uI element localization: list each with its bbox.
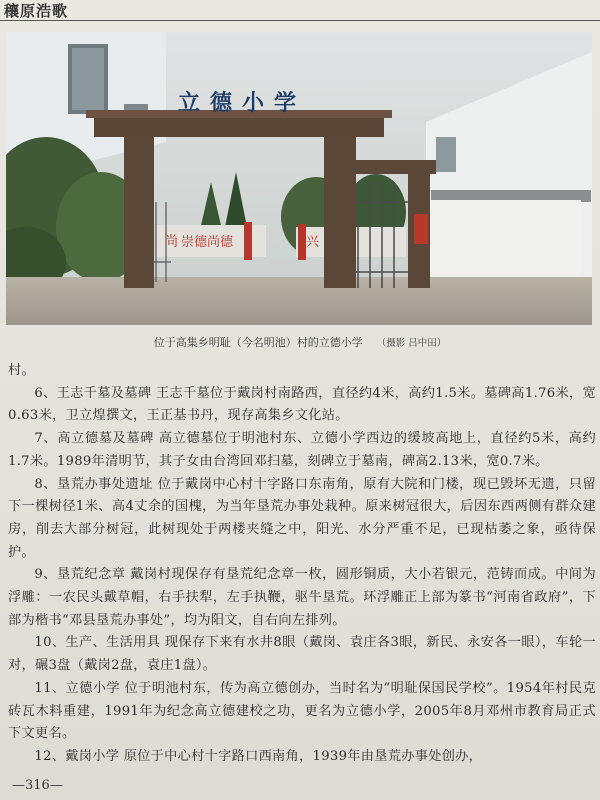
photo-caption (0, 334, 600, 350)
header-rule (0, 20, 600, 21)
paragraph-item-10: 10、生产、生活用具 现保存下来有水井8眼（戴岗、袁庄各3眼，新民、永安各一眼），车轮一对，碾3盘（戴岗2盘，袁庄1盘）。 (8, 635, 596, 674)
gate-sign-text: 立德小学 (178, 91, 307, 116)
svg-text:尚: 尚 (164, 234, 178, 250)
running-header-title: 穰原浩歌 (4, 2, 69, 20)
paragraph-item-12: 12、戴岗小学 原位于中心村十字路口西南角，1939年由垦荒办事处创办， (34, 748, 483, 764)
photo-credit: （摄影 吕中田） (376, 338, 447, 349)
photo-school-gate (6, 32, 592, 325)
paragraph-item-6: 6、王志千墓及墓碑 王志千墓位于戴岗村南路西，直径约4米，高约1.5米。墓碑高1.76米，宽0.63米，卫立煌撰文，王正基书丹，现存高集乡文化站。 (8, 385, 596, 424)
paragraph-item-9: 9、垦荒纪念章 戴岗村现保存有垦荒纪念章一枚，圆形铜质，大小若银元，范铸而成。中间为浮雕：一农民头戴草帽，右手扶犁，左手执鞭，驱牛垦荒。环浮雕正上部为篆书“河南省政府”，下部为楷书“邓县垦荒办事处”，均为阳文，自右向左排列。 (8, 567, 596, 628)
paragraph-item-11: 11、立德小学 位于明池村东，传为高立德创办，当时名为“明耻保国民学校”。1954年村民克砖瓦木料重建，1991年为纪念高立德建校之功，更名为立德小学，2005年8月邓州市教育局正式下文更名。 (8, 680, 596, 742)
page-number: —316— (12, 778, 63, 793)
wall-slogan-left: 崇德尚德 (181, 235, 234, 250)
wall-slogan-right: 兴 (306, 235, 320, 250)
paragraph-continuation: 村。 (8, 363, 35, 378)
paragraph-item-7: 7、高立德墓及墓碑 高立德墓位于明池村东、立德小学西边的缓坡高地上，直径约5米，高约1.7米。1989年清明节，其子女由台湾回邓扫墓，刻碑立于墓南，碑高2.13米，宽0.7米。 (8, 431, 596, 469)
body-text (8, 360, 596, 769)
paragraph-item-8: 8、垦荒办事处遗址 位于戴岗中心村十字路口东南角，原有大院和门楼，现已毁坏无遗，只留下一棵树径1米、高4丈余的国槐，为当年垦荒办事处栽种。原来树冠很大，后因东西两侧有群众建房，削去大部分树冠，此树现处于两楼夹缝之中，阳光、水分严重不足，已现枯萎之象，亟待保护。 (8, 476, 596, 560)
photo-caption-text: 位于高集乡明耻（今名明池）村的立德小学 (153, 336, 363, 349)
